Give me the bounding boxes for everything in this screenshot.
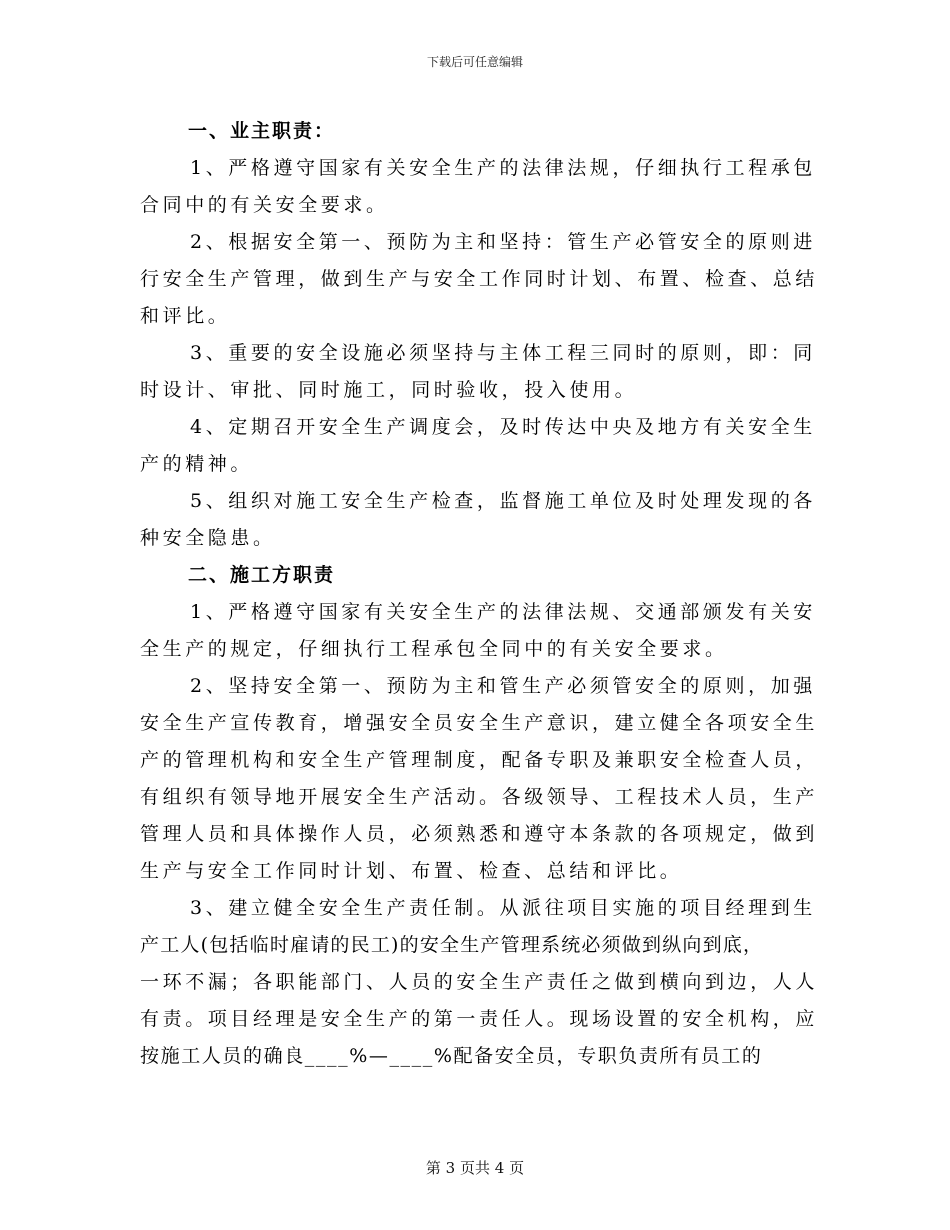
paragraph-line: 4、定期召开安全生产调度会，及时传达中央及地方有关安全生 bbox=[190, 416, 816, 438]
document-body bbox=[140, 113, 819, 1075]
header-note: 下载后可任意编辑 bbox=[426, 55, 523, 69]
paragraph-line: 全生产的规定，仔细执行工程承包全同中的有关安全要求。 bbox=[140, 638, 728, 660]
paragraph-line: 合同中的有关安全要求。 bbox=[140, 194, 389, 216]
paragraph-line: 有责。项目经理是安全生产的第一责任人。现场设置的安全机构，应 bbox=[140, 1008, 819, 1030]
paragraph-line: 2、坚持安全第一、预防为主和管生产必须管安全的原则，加强 bbox=[190, 675, 816, 697]
paragraph-line: 时设计、审批、同时施工，同时验收，投入使用。 bbox=[140, 379, 638, 401]
section-heading: 二、施工方职责 bbox=[188, 564, 336, 586]
paragraph-line: 3、建立健全安全生产责任制。从派往项目实施的项目经理到生 bbox=[190, 897, 816, 919]
paragraph-line: 产工人(包括临时雇请的民工)的安全生产管理系统必须做到纵向到底， bbox=[140, 934, 764, 956]
paragraph-line: 1、严格遵守国家有关安全生产的法律法规、交通部颁发有关安 bbox=[190, 601, 816, 623]
paragraph-line: 种安全隐患。 bbox=[140, 527, 276, 549]
paragraph-line: 一环不漏；各职能部门、人员的安全生产责任之做到横向到边，人人 bbox=[140, 971, 819, 993]
paragraph-line: 和评比。 bbox=[140, 305, 231, 327]
paragraph-line: 产的精神。 bbox=[140, 453, 254, 475]
paragraph-line: 3、重要的安全设施必须坚持与主体工程三同时的原则，即：同 bbox=[190, 342, 816, 364]
section-heading: 一、业主职责： bbox=[188, 120, 336, 142]
paragraph-line: 5、组织对施工安全生产检查，监督施工单位及时处理发现的各 bbox=[190, 490, 816, 512]
paragraph-line: 产的管理机构和安全生产管理制度，配备专职及兼职安全检查人员， bbox=[140, 749, 819, 771]
paragraph-line: 管理人员和具体操作人员，必须熟悉和遵守本条款的各项规定，做到 bbox=[140, 823, 819, 845]
page-number: 第 3 页共 4 页 bbox=[425, 1159, 525, 1177]
paragraph-line: 安全生产宣传教育，增强安全员安全生产意识，建立健全各项安全生 bbox=[140, 712, 819, 734]
paragraph-line: 1、严格遵守国家有关安全生产的法律法规，仔细执行工程承包 bbox=[190, 157, 816, 179]
paragraph-line: 按施工人员的确良____%—____%配备安全员，专职负责所有员工的 bbox=[140, 1045, 763, 1067]
paragraph-line: 2、根据安全第一、预防为主和坚持：管生产必管安全的原则进 bbox=[190, 231, 816, 253]
paragraph-line: 生产与安全工作同时计划、布置、检查、总结和评比。 bbox=[140, 860, 683, 882]
paragraph-line: 有组织有领导地开展安全生产活动。各级领导、工程技术人员，生产 bbox=[140, 786, 819, 808]
paragraph-line: 行安全生产管理，做到生产与安全工作同时计划、布置、检查、总结 bbox=[140, 268, 819, 290]
